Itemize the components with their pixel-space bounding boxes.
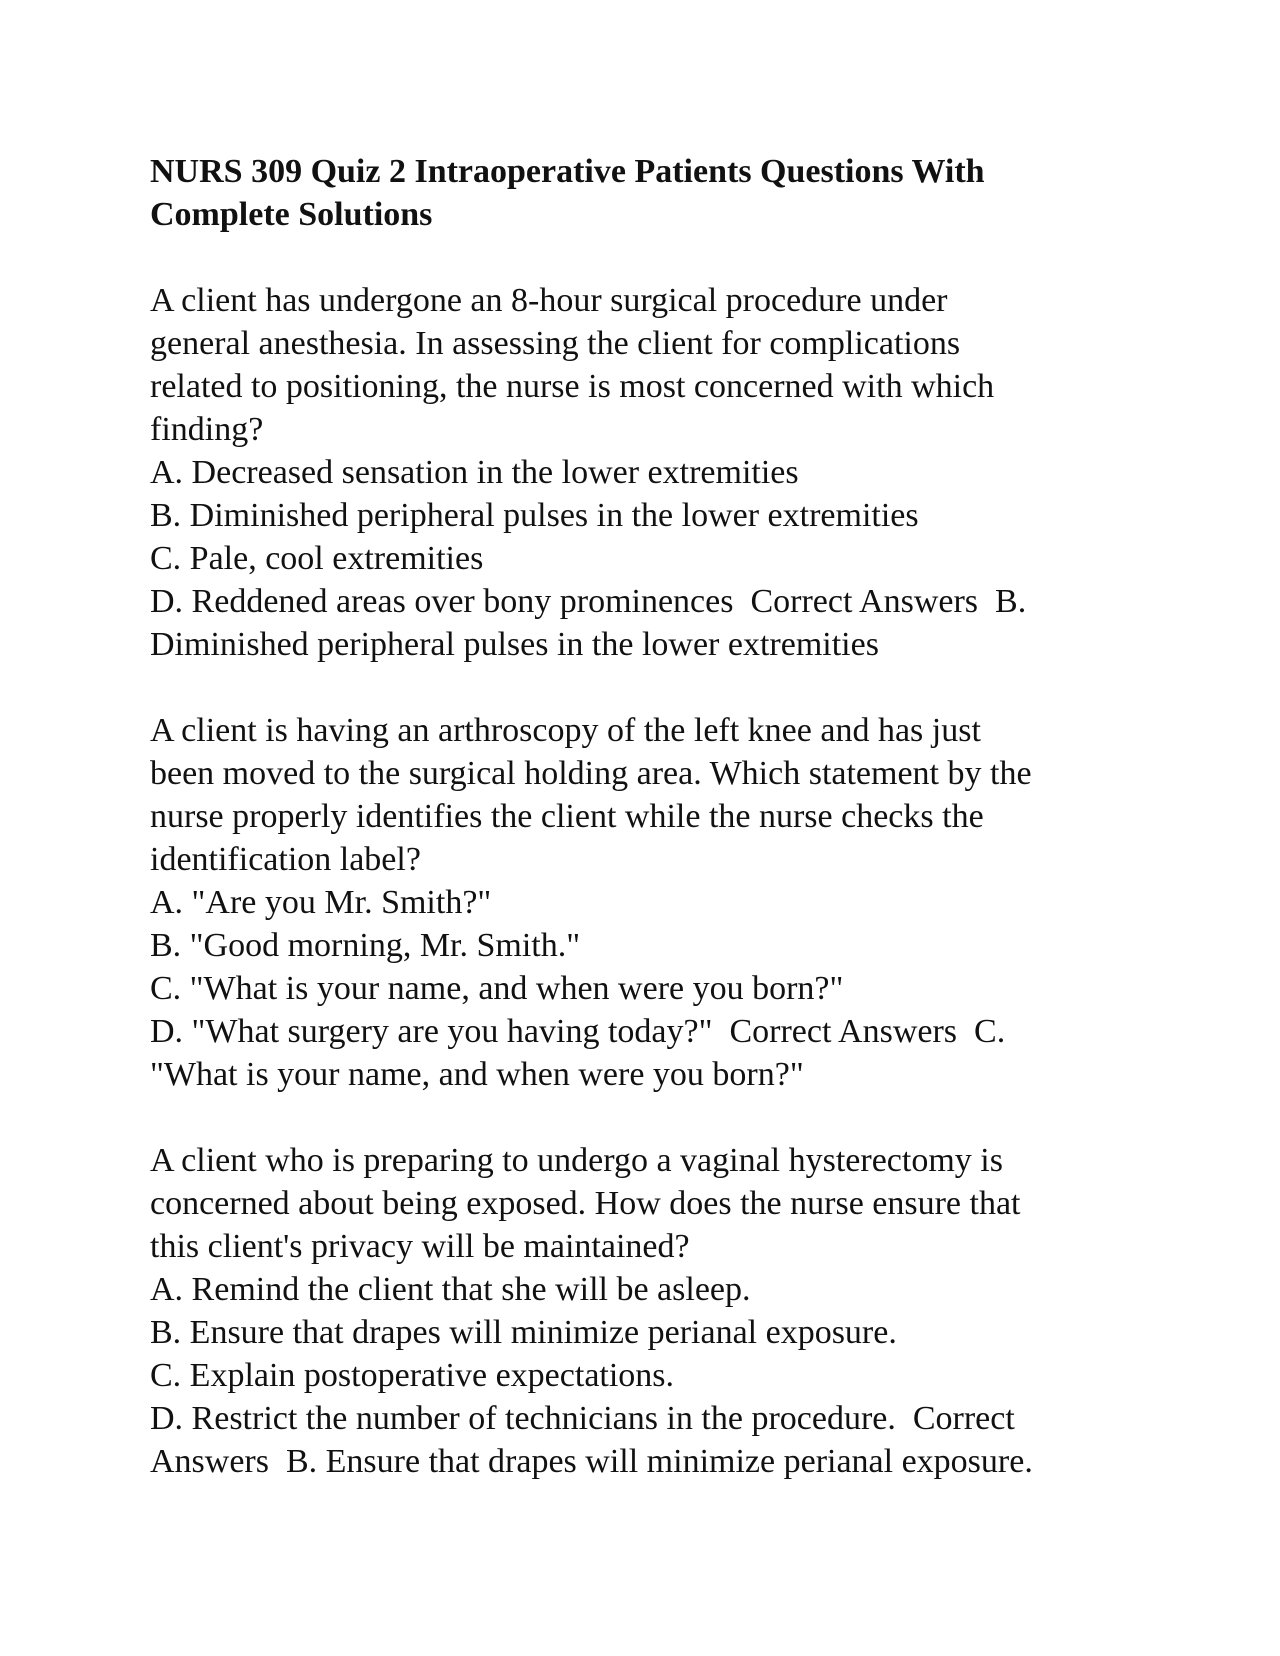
option-b: B. "Good morning, Mr. Smith." xyxy=(150,927,581,964)
document-title xyxy=(150,150,1130,236)
stem-line: finding? xyxy=(150,411,264,448)
option-b: B. Diminished peripheral pulses in the lower extremities xyxy=(150,497,919,534)
question-3-stem xyxy=(150,1139,1130,1268)
question-1-options xyxy=(150,451,1130,666)
title-line-2: Complete Solutions xyxy=(150,196,433,233)
question-3 xyxy=(150,1139,1130,1483)
stem-line: A client who is preparing to undergo a vaginal hysterectomy is xyxy=(150,1142,1003,1179)
stem-line: A client is having an arthroscopy of the left knee and has just xyxy=(150,712,981,749)
stem-line: nurse properly identifies the client while the nurse checks the xyxy=(150,798,984,835)
option-a: A. Decreased sensation in the lower extremities xyxy=(150,454,799,491)
question-2-stem xyxy=(150,709,1130,881)
stem-line: been moved to the surgical holding area. Which statement by the xyxy=(150,755,1032,792)
option-a: A. Remind the client that she will be asleep. xyxy=(150,1271,751,1308)
option-c: C. Pale, cool extremities xyxy=(150,540,484,577)
stem-line: related to positioning, the nurse is most concerned with which xyxy=(150,368,995,405)
stem-line: this client's privacy will be maintained? xyxy=(150,1228,690,1265)
option-d-with-answer: D. "What surgery are you having today?" Correct Answers C. xyxy=(150,1013,1006,1050)
question-2 xyxy=(150,709,1130,1096)
stem-line: general anesthesia. In assessing the client for complications xyxy=(150,325,961,362)
option-c: C. Explain postoperative expectations. xyxy=(150,1357,675,1394)
correct-answer-continuation: "What is your name, and when were you born?" xyxy=(150,1056,804,1093)
stem-line: A client has undergone an 8-hour surgical procedure under xyxy=(150,282,948,319)
document-page xyxy=(150,150,1130,1526)
correct-answer-continuation: Diminished peripheral pulses in the lower extremities xyxy=(150,626,879,663)
stem-line: concerned about being exposed. How does the nurse ensure that xyxy=(150,1185,1021,1222)
question-1-stem xyxy=(150,279,1130,451)
option-d-with-answer: D. Reddened areas over bony prominences Correct Answers B. xyxy=(150,583,1027,620)
stem-line: identification label? xyxy=(150,841,421,878)
question-3-options xyxy=(150,1268,1130,1483)
option-d-with-answer: D. Restrict the number of technicians in the procedure. Correct xyxy=(150,1400,1015,1437)
question-1 xyxy=(150,279,1130,666)
title-line-1: NURS 309 Quiz 2 Intraoperative Patients Questions With xyxy=(150,153,985,190)
question-2-options xyxy=(150,881,1130,1096)
correct-answer-continuation: Answers B. Ensure that drapes will minimize perianal exposure. xyxy=(150,1443,1033,1480)
option-c: C. "What is your name, and when were you born?" xyxy=(150,970,844,1007)
option-a: A. "Are you Mr. Smith?" xyxy=(150,884,492,921)
option-b: B. Ensure that drapes will minimize perianal exposure. xyxy=(150,1314,897,1351)
